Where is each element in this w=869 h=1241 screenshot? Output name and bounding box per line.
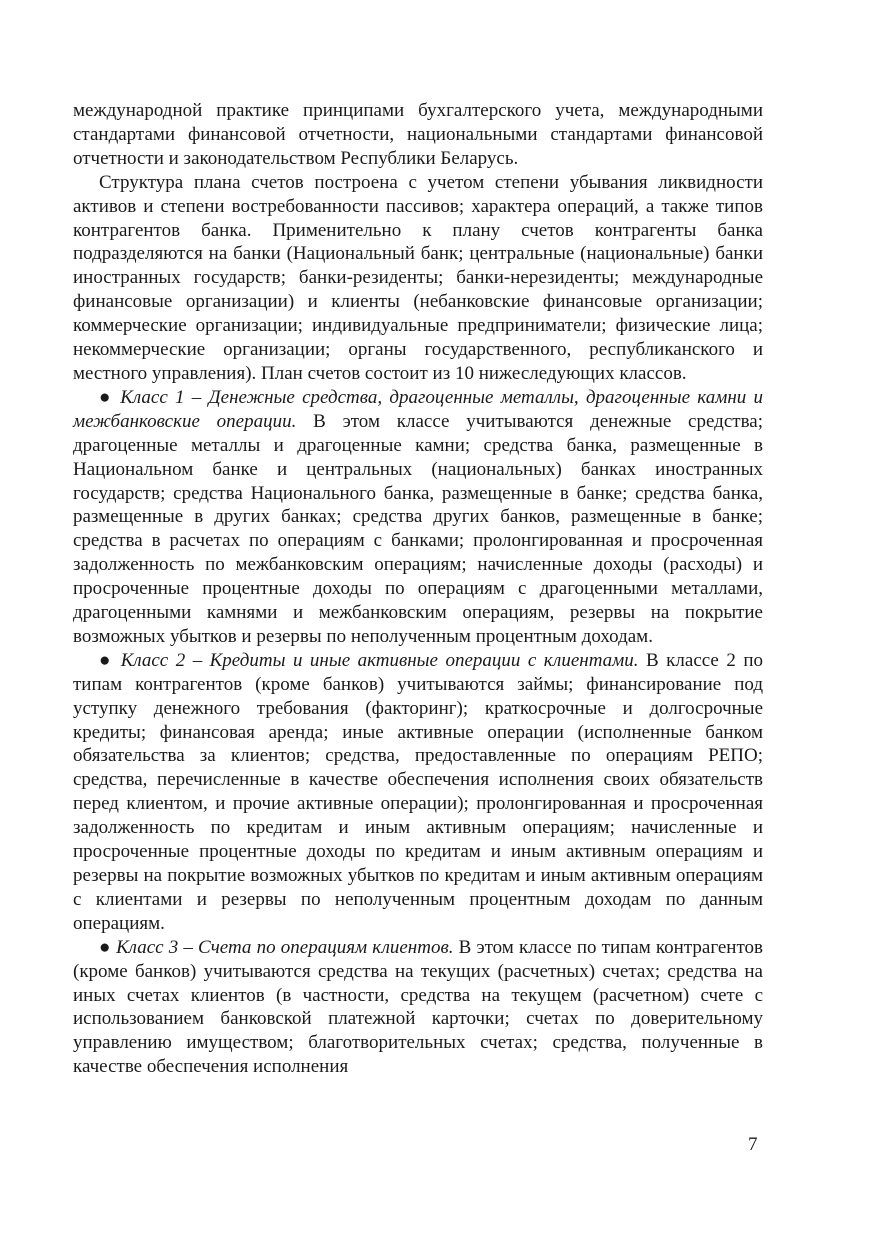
paragraph-class-2 — [73, 649, 763, 936]
paragraph-class-1 — [73, 386, 763, 649]
paragraph-text: В классе 2 по типам контрагентов (кроме банков) учитываются займы; финансирование под уступку денежного требования (факторинг); краткосрочные и долгосрочные кредиты; финансовая аренда; иные активные операции (исполненные банком обязательства за клиентов; средства, предоставленные по операциям РЕПО; средства, перечисленные в качестве обеспечения исполнения своих обязательств перед клиентом, и прочие активные операции); пролонгированная и просроченная задолженность по кредитам и иным активным операциям; начисленные и просроченные процентные доходы по кредитам и иным активным операциям и резервы на покрытие возможных убытков по кредитам и иным активным операциям с клиентами и резервы по неполученным процентным доходам по данным операциям. — [73, 649, 763, 934]
paragraph-class-3 — [73, 936, 763, 1079]
paragraph-chart-of-accounts-structure — [73, 171, 763, 386]
paragraph-text: Структура плана счетов построена с учетом степени убывания ликвидности активов и степени востребованности пассивов; характера операций, а также типов контрагентов банка. Применительно к плану счетов контрагенты банка подразделяются на банки (Национальный банк; центральные (национальные) банки иностранных государств; банки-резиденты; банки-нерезиденты; международные финансовые организации) и клиенты (небанковские финансовые организации; коммерческие организации; индивидуальные предприниматели; физические лица; некоммерческие организации; органы государственного, республиканского и местного управления). План счетов состоит из 10 нижеследующих классов. — [73, 171, 763, 384]
paragraph-text: международной практике принципами бухгалтерского учета, международными стандартами финансовой отчетности, национальными стандартами финансовой отчетности и законодательством Республики Беларусь. — [73, 100, 763, 169]
class-2-heading: Класс 2 – Кредиты и иные активные операции с клиентами. — [120, 649, 639, 671]
class-1-heading: Класс 1 – Денежные средства, драгоценные металлы, драгоценные камни и межбанковские операции. — [73, 386, 764, 432]
paragraph-intro-continuation — [73, 99, 763, 171]
page-number: 7 — [748, 1134, 758, 1155]
paragraph-text: В этом классе по типам контрагентов (кроме банков) учитываются средства на текущих (расчетных) счетах; средства на иных счетах клиентов (в частности, средства на текущем (расчетном) счете с использованием банковской платежной карточки; счетах по доверительному управлению имуществом; благотворительных счетах; средства, полученные в качестве обеспечения исполнения — [73, 936, 763, 1078]
page-body — [73, 99, 763, 1079]
class-3-heading: Класс 3 – Счета по операциям клиентов. — [116, 936, 454, 958]
paragraph-text: В этом классе учитываются денежные средства; драгоценные металлы и драгоценные камни; средства банка, размещенные в Национальном банке и центральных (национальных) банках иностранных государств; средства Национального банка, размещенные в банке; средства банка, размещенные в других банках; средства других банков, размещенные в банке; средства в расчетах по операциям с банками; пролонгированная и просроченная задолженность по межбанковским операциям; начисленные доходы (расходы) и просроченные процентные доходы по операциям с драгоценными металлами, драгоценными камнями и межбанковским операциям, резервы на покрытие возможных убытков и резервы по неполученным процентным доходам. — [73, 410, 763, 647]
bullet-icon: ● — [99, 386, 113, 408]
bullet-icon: ● — [99, 649, 114, 671]
bullet-icon: ● — [99, 936, 111, 958]
